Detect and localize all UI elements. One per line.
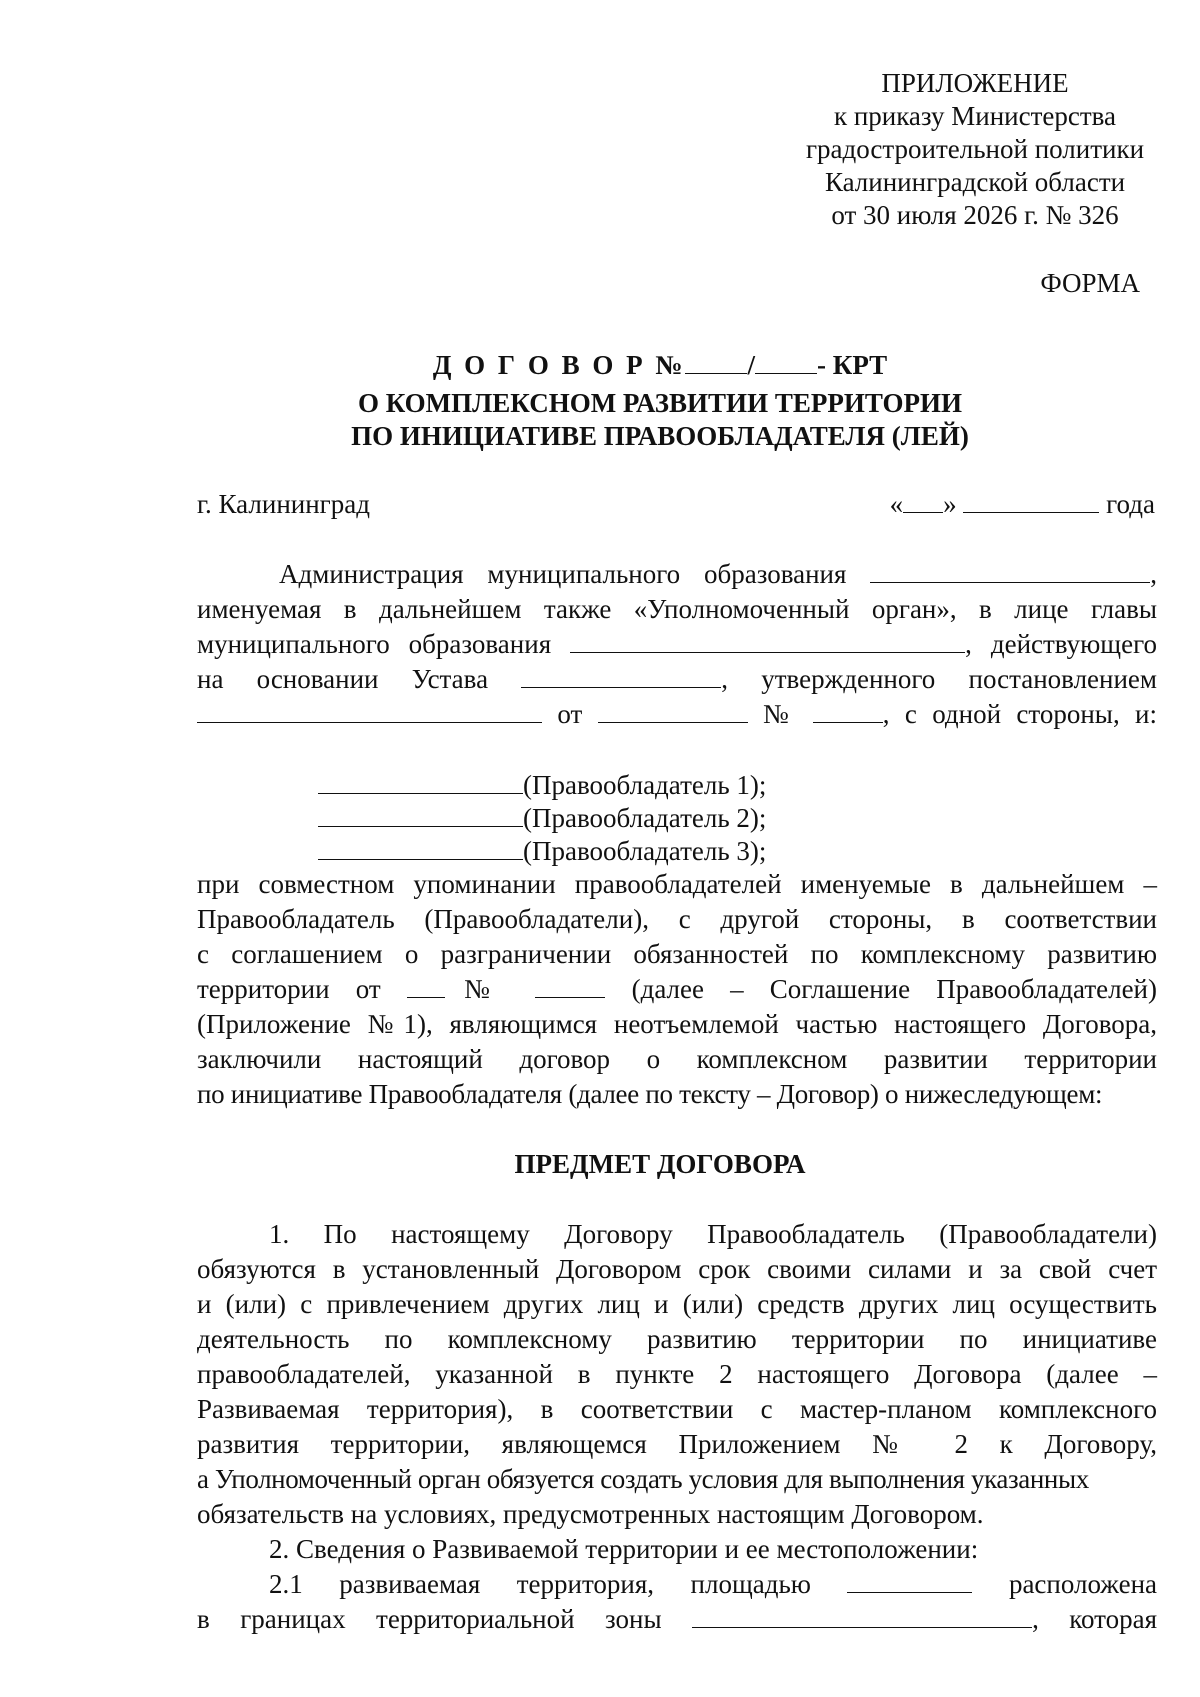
contract-title	[180, 349, 1140, 382]
clause-line: 1. По настоящему Договору Правообладатель (Правообладатели)	[269, 1219, 1157, 1249]
clause-line: 2. Сведения о Развиваемой территории и ее местоположении:	[269, 1534, 979, 1564]
party-label: (Правообладатель 2);	[523, 803, 767, 833]
intro-line: именуемая в дальнейшем также «Уполномоченный орган», в лице главы	[197, 594, 1157, 624]
intro-line	[197, 698, 1157, 731]
clause-text: , которая	[1032, 1604, 1157, 1634]
intro-text: , с одной стороны, и:	[882, 699, 1158, 729]
body-text: (далее – Соглашение Правообладателей)	[631, 974, 1158, 1004]
intro-text: ,	[1150, 559, 1158, 589]
date-close-quote: »	[943, 489, 957, 519]
resolution-date-blank	[598, 698, 748, 723]
agreement-date-blank	[407, 973, 445, 998]
body-text: территории от	[197, 974, 381, 1004]
place-of-signing: г. Калининград	[197, 489, 370, 519]
contract-number-blank	[685, 349, 747, 374]
intro-text: , действующего	[965, 629, 1157, 659]
party-blank	[318, 835, 523, 860]
intro-line	[197, 663, 1157, 696]
header-line: к приказу Министерства	[833, 101, 1117, 131]
intro-line	[197, 628, 1157, 661]
party-label: (Правообладатель 1);	[523, 770, 767, 800]
intro-text: на основании Устава	[197, 664, 489, 694]
contract-number-blank	[755, 349, 817, 374]
clause-line: развития территории, являющемся Приложением № 2 к Договору,	[197, 1429, 1157, 1459]
contract-title-slash: /	[747, 350, 755, 380]
resolution-blank	[197, 698, 542, 723]
body-line: заключили настоящий договор о комплексном развитии территории	[197, 1044, 1157, 1074]
party-line	[318, 802, 766, 835]
body-line: (Приложение №1), являющимся неотъемлемой частью настоящего Договора,	[197, 1009, 1157, 1039]
intro-text: №	[763, 699, 798, 729]
clause-line: обязательств на условиях, предусмотренных настоящим Договором.	[197, 1499, 984, 1529]
head-name-blank	[570, 628, 965, 653]
clause-line: деятельность по комплексному развитию территории по инициативе	[197, 1324, 1157, 1354]
clause-line: а Уполномоченный орган обязуется создать условия для выполнения указанных	[197, 1464, 1089, 1494]
party-blank	[318, 802, 523, 827]
clause-line: и (или) с привлечением других лиц и (или) средств других лиц осуществить	[197, 1289, 1157, 1319]
intro-text: муниципального образования	[197, 629, 552, 659]
form-label: ФОРМА	[1040, 268, 1140, 298]
header-line: Калининградской области	[824, 167, 1126, 197]
body-line: при совместном упоминании правообладателей именуемые в дальнейшем –	[197, 869, 1157, 899]
party-line	[318, 769, 766, 802]
date-open-quote: «	[889, 489, 904, 519]
agreement-number-blank	[535, 973, 605, 998]
body-line: Правообладатель (Правообладатели), с другой стороны, в соответствии	[197, 904, 1157, 934]
contract-title-prefix: Д О Г О В О Р №	[432, 350, 686, 380]
clause-line	[197, 1568, 1157, 1601]
month-year-blank	[963, 488, 1099, 513]
body-text: №	[444, 974, 510, 1004]
appendix-heading: ПРИЛОЖЕНИЕ	[881, 68, 1069, 98]
clause-line: обязуются в установленный Договором срок своими силами и за свой счет	[197, 1254, 1157, 1284]
party-label: (Правообладатель 3);	[523, 836, 767, 866]
contract-subtitle: О КОМПЛЕКСНОМ РАЗВИТИИ ТЕРРИТОРИИ	[358, 388, 962, 418]
clause-text: расположена	[1008, 1569, 1158, 1599]
intro-text: от	[557, 699, 583, 729]
section-heading: ПРЕДМЕТ ДОГОВОРА	[514, 1149, 806, 1179]
clause-text: в границах территориальной зоны	[197, 1604, 662, 1634]
party-line	[318, 835, 766, 868]
area-blank	[847, 1568, 972, 1593]
day-blank	[903, 488, 943, 513]
intro-line	[197, 558, 1157, 591]
clause-line: Развиваемая территория), в соответствии с мастер-планом комплексного	[197, 1394, 1157, 1424]
resolution-number-blank	[813, 698, 883, 723]
contract-subtitle: ПО ИНИЦИАТИВЕ ПРАВООБЛАДАТЕЛЯ (ЛЕЙ)	[351, 421, 969, 451]
order-date-number: от 30 июля 2026 г. № 326	[831, 200, 1119, 230]
header-line: градостроительной политики	[805, 134, 1145, 164]
municipality-blank	[870, 558, 1150, 583]
party-blank	[318, 769, 523, 794]
year-word: года	[1106, 489, 1155, 519]
charter-blank	[521, 663, 721, 688]
clause-line: правообладателей, указанной в пункте 2 настоящего Договора (далее –	[197, 1359, 1157, 1389]
zone-blank	[692, 1603, 1032, 1628]
body-line: по инициативе Правообладателя (далее по тексту – Договор) о нижеследующем:	[197, 1079, 1103, 1109]
intro-text: , утвержденного постановлением	[721, 664, 1157, 694]
clause-text: 2.1 развиваемая территория, площадью	[269, 1569, 811, 1599]
date-line	[760, 488, 1155, 521]
body-line	[197, 973, 1157, 1006]
intro-text: Администрация муниципального образования	[279, 559, 847, 589]
clause-line	[197, 1603, 1157, 1636]
contract-title-suffix: - КРТ	[817, 350, 888, 380]
body-line: с соглашением о разграничении обязанностей по комплексному развитию	[197, 939, 1157, 969]
